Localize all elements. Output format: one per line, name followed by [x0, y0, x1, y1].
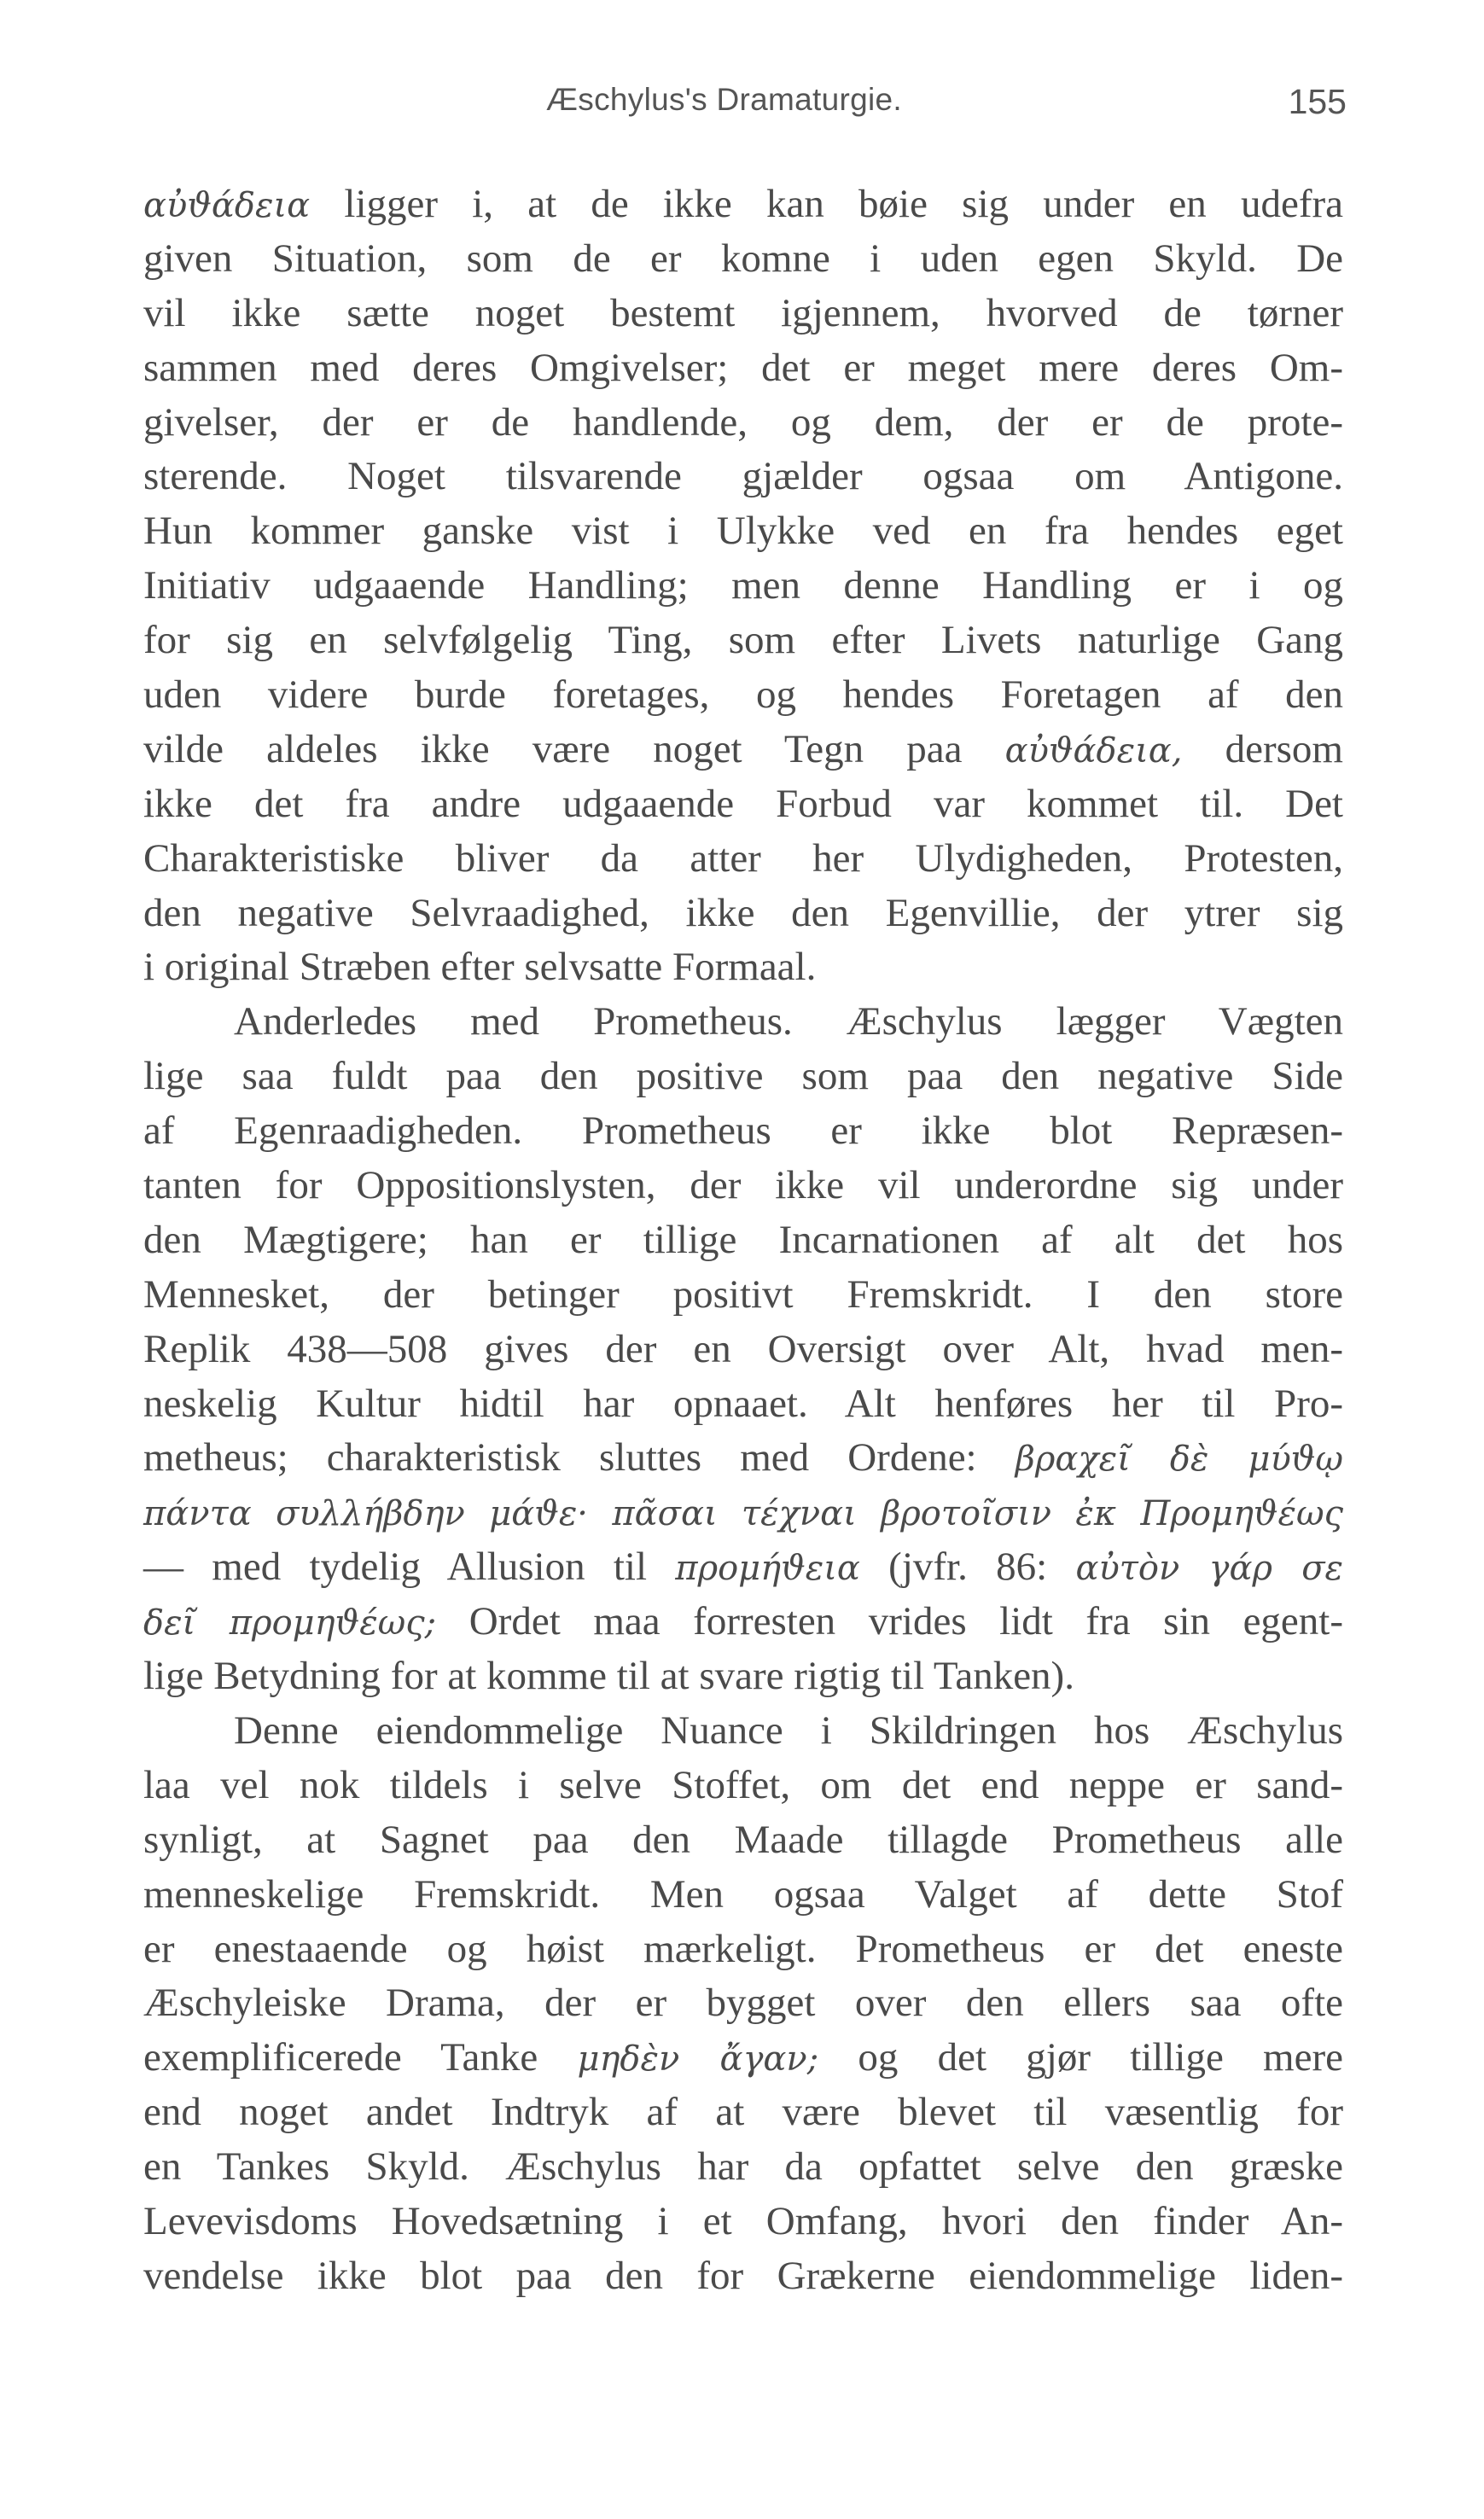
greek-quotation: αὐτὸν γάρ σε: [1075, 1549, 1343, 1589]
text-line: [143, 832, 1343, 887]
text-run: Charakteristiske bliver da atter her Ulydigheden, Protesten,: [143, 835, 1343, 881]
text-run: lige Betydning for at komme til at svare rigtig til Tanken).: [143, 1654, 1074, 1699]
text-line: [143, 1159, 1343, 1213]
greek-quotation: μηδὲν ἄγαν;: [577, 2039, 819, 2080]
text-line: [143, 177, 1343, 232]
text-line: [143, 232, 1343, 287]
text-run: Anderledes med Prometheus. Æschylus lægger Vægten: [234, 999, 1343, 1044]
text-line: [143, 1540, 1343, 1595]
text-line: [143, 1431, 1343, 1486]
body-text: [143, 177, 1343, 2304]
text-line: [143, 940, 1343, 995]
text-run: vendelse ikke blot paa den for Grækerne eiendommelige liden-: [143, 2253, 1343, 2298]
page-number: 155: [1288, 82, 1347, 121]
text-line: [143, 887, 1343, 941]
text-run: i original Stræben efter selvsatte Formaal.: [143, 945, 817, 990]
greek-quotation: βραχεῖ δὲ μύϑῳ: [1015, 1440, 1344, 1480]
text-line: [143, 2140, 1343, 2195]
greek-quotation: δεῖ προμηϑέως;: [143, 1603, 437, 1643]
text-line: [143, 1268, 1343, 1323]
text-line: [143, 668, 1343, 723]
running-head: Æschylus's Dramaturgie.: [546, 82, 902, 117]
text-run: Levevisdoms Hovedsætning i et Omfang, hvori den finder An-: [143, 2198, 1343, 2243]
text-line: [143, 504, 1343, 559]
text-line: [143, 723, 1343, 777]
text-run: den Mægtigere; han er tillige Incarnationen af alt det hos: [143, 1217, 1343, 1262]
text-run: dersom: [1182, 726, 1343, 771]
paragraph: [143, 995, 1343, 1704]
text-run: metheus; charakteristisk sluttes med Ordene:: [143, 1435, 1016, 1481]
greek-quotation: αὐϑάδεια,: [1004, 730, 1183, 771]
text-run: tanten for Oppositionslysten, der ikke vil underordne sig under: [143, 1163, 1343, 1208]
text-run: (jvfr. 86:: [859, 1545, 1076, 1590]
paragraph: [143, 177, 1343, 995]
text-line: [143, 396, 1343, 451]
text-run: en Tankes Skyld. Æschylus har da opfattet selve den græske: [143, 2144, 1343, 2190]
text-line: [143, 2086, 1343, 2140]
text-line: [143, 287, 1343, 341]
text-line: [143, 1050, 1343, 1104]
text-run: vilde aldeles ikke være noget Tegn paa: [143, 726, 1005, 771]
text-run: given Situation, som de er komne i uden egen Skyld. De: [143, 236, 1343, 281]
text-run: neskelig Kultur hidtil har opnaaet. Alt henføres her til Pro-: [143, 1381, 1343, 1426]
text-line: [143, 1759, 1343, 1813]
text-run: exemplificerede Tanke: [143, 2035, 578, 2080]
text-run: ligger i, at de ikke kan bøie sig under en udefra: [310, 182, 1343, 226]
text-run: laa vel nok tildels i selve Stoffet, om det end neppe er sand-: [143, 1762, 1343, 1807]
text-run: for sig en selvfølgelig Ting, som efter Livets naturlige Gang: [143, 618, 1343, 663]
text-line: [143, 450, 1343, 504]
text-run: Mennesket, der betinger positivt Fremskridt. I den store: [143, 1271, 1343, 1317]
text-run: uden videre burde foretages, og hendes Foretagen af den: [143, 672, 1343, 718]
text-run: vil ikke sætte noget bestemt igjennem, hvorved de tørner: [143, 290, 1343, 335]
text-run: end noget andet Indtryk af at være blevet til væsentlig for: [143, 2090, 1343, 2135]
text-line: [143, 614, 1343, 668]
text-run: Hun kommer ganske vist i Ulykke ved en fra hendes eget: [143, 509, 1343, 554]
text-line: [143, 2031, 1343, 2086]
text-line: [143, 559, 1343, 614]
text-line: [143, 1104, 1343, 1159]
text-run: Initiativ udgaaende Handling; men denne Handling er i og: [143, 563, 1343, 608]
text-run: synligt, at Sagnet paa den Maade tillagde Prometheus alle: [143, 1817, 1343, 1862]
text-run: menneskelige Fremskridt. Men ogsaa Valget af dette Stof: [143, 1871, 1343, 1917]
text-run: og det gjør tillige mere: [818, 2035, 1343, 2080]
text-run: den negative Selvraadighed, ikke den Egenvillie, der ytrer sig: [143, 890, 1343, 935]
text-run: sterende. Noget tilsvarende gjælder ogsaa om Antigone.: [143, 454, 1343, 499]
text-line: [143, 2195, 1343, 2249]
text-line: [143, 1377, 1343, 1432]
text-run: er enestaaende og høist mærkeligt. Prometheus er det eneste: [143, 1926, 1343, 1971]
text-run: lige saa fuldt paa den positive som paa den negative Side: [143, 1054, 1343, 1099]
text-line: [143, 1595, 1343, 1649]
text-run: af Egenraadigheden. Prometheus er ikke blot Repræsen-: [143, 1108, 1343, 1154]
greek-quotation: προμήϑεια: [675, 1549, 860, 1589]
text-line: [143, 1213, 1343, 1268]
text-run: Æschyleiske Drama, der er bygget over den ellers saa ofte: [143, 1981, 1343, 2026]
text-line: [143, 2249, 1343, 2304]
text-line: [143, 1704, 1343, 1759]
text-line: [143, 995, 1343, 1050]
text-run: Replik 438—508 gives der en Oversigt over Alt, hvad men-: [143, 1326, 1343, 1371]
text-line: [143, 1813, 1343, 1868]
paragraph: [143, 1704, 1343, 2304]
text-run: sammen med deres Omgivelser; det er meget mere deres Om-: [143, 345, 1343, 390]
text-line: [143, 1323, 1343, 1377]
text-line: [143, 1649, 1343, 1704]
text-run: givelser, der er de handlende, og dem, der er de prote-: [143, 399, 1343, 445]
greek-quotation: πάντα συλλήβδην μάϑε· πᾶσαι τέχναι βροτοῖσιν ἐκ Προμηϑέως: [143, 1494, 1343, 1534]
text-line: [143, 777, 1343, 832]
text-run: Denne eiendommelige Nuance i Skildringen hos Æschylus: [234, 1707, 1343, 1753]
text-line: [143, 341, 1343, 396]
text-run: Ordet maa forresten vrides lidt fra sin egent-: [436, 1599, 1343, 1644]
text-line: [143, 1486, 1343, 1540]
greek-quotation: αὐϑάδεια: [143, 186, 311, 225]
text-run: ikke det fra andre udgaaende Forbud var kommet til. Det: [143, 781, 1343, 826]
text-line: [143, 1923, 1343, 1977]
text-line: [143, 1868, 1343, 1923]
text-run: — med tydelig Allusion til: [143, 1545, 676, 1590]
text-line: [143, 1976, 1343, 2031]
